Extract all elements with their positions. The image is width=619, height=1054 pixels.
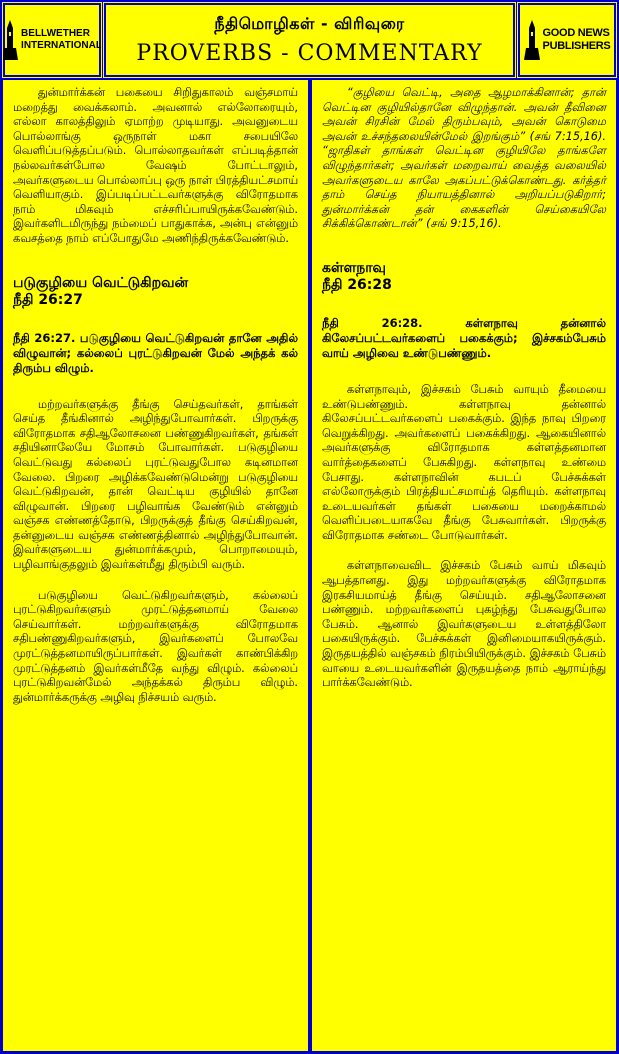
logo-right-line1: GOOD NEWS (542, 27, 610, 39)
title-box (104, 3, 515, 77)
section-heading (322, 260, 606, 294)
paragraph: கள்ளநாவைவிட இச்சகம் பேசும் வாய் மிகவும் ஆபத்தானது. இது மற்றவர்களுக்கு விரோதமாக இரகசியமாய்த் தீங்கு செய்யும். சதிஆலோசனை பண்ணும். மற்றவர்களைப் புகழ்ந்து பேசுவதுபோல பேசும். ஆனால் இவர்களுடைய உள்ளத்திலோ பகையிருக்கும். பேச்சுக்கள் இனிமையாகயிருக்கும். இருதயத்தில் வஞ்சகம் நிரம்பியிருக்கும். இச்சகம் பேசும் வாயை உடையவர்களின் இருதயத்தை நாம் ஆராய்ந்து பார்க்கவேண்டும். (322, 559, 606, 690)
logo-left-line1: BELLWETHER (21, 28, 90, 39)
logo-left-line2: INTERNATIONAL (21, 40, 102, 51)
tower-icon (2, 20, 18, 60)
right-column (312, 80, 616, 1051)
verse-text: நீதி 26:28. கள்ளநாவு தன்னால் கிலேசப்பட்டவர்களைப் பகைக்கும்; இச்சகம்பேசும் வாய் அழிவை உண்டுபண்ணும். (322, 315, 606, 360)
heading-reference: நீதி 26:28 (322, 276, 392, 293)
paragraph: கள்ளநாவும், இச்சகம் பேசும் வாயும் தீமையை உண்டுபண்ணும். கள்ளநாவு தன்னால் கிலேசப்பட்டவர்களைப் பகைக்கும். இந்த நாவு பிறரை வெறுக்கிறது. அவர்களைப் பகைக்கிறது. ஆகையினால் அவர்களுக்கு விரோதமாக கள்ளத்தனமான வார்த்தைகளைப் பேசுகிறது. கள்ளநாவு உண்மை பேசாது. கள்ளநாவின் கபடப் பேச்சுக்கள் எல்லோருக்கும் பிரத்தியட்சமாய்த் தெரியும். கள்ளநாவு உடையவர்கள் தங்கள் பகையை மறைக்காமல் வெளிப்படையாகவே தீங்கு பேசுவார்கள். பிறருக்கு விரோதமாக சண்டை போடுவார்கள். (322, 382, 606, 542)
heading-title: கள்ளநாவு (322, 259, 386, 276)
title-english: PROVERBS - COMMENTARY (136, 41, 483, 66)
logo-right-line2: PUBLISHERS (542, 40, 611, 52)
bellwether-logo (3, 3, 101, 77)
title-tamil: நீதிமொழிகள் - விரிவுரை (214, 14, 405, 33)
heading-reference: நீதி 26:27 (13, 291, 83, 308)
paragraph: துன்மார்க்கன் பகையை சிறிதுகாலம் வஞ்சமாய் மறைத்து வைக்கலாம். அவனால் எல்லோரையும், எல்லா காலத்திலும் ஏமாற்ற முடியாது. அவனுடைய பொல்லாங்கு ஒருநாள் மகா சபையிலே வெளிப்படுத்தப்படும். பொல்லாதவர்கள் எப்படித்தான் நல்லவர்கள்போல வேஷம் போட்டாலும், அவர்களுடைய பொல்லாப்பு ஒரு நாள் பிரத்தியட்சமாய் வெளியாகும். இப்படிப்பட்டவர்களுக்கு விரோதமாக நாம் மிகவும் எச்சரிப்பாயிருக்கவேண்டும். இவர்களிடமிருந்து நம்மைப் பாதுகாக்க, அன்பு என்னும் கவசத்தை நாம் எப்போதுமே அணிந்திருக்கவேண்டும். (13, 86, 299, 245)
tower-icon (524, 20, 540, 60)
page-header (3, 3, 616, 77)
paragraph: மற்றவர்களுக்கு தீங்கு செய்தவர்கள், தாங்கள் செய்த தீங்கினால் அழிந்துபோவார்கள். பிறருக்கு விரோதமாக சதிஆலோசனை பண்ணுகிறவர்கள், தங்கள் சதியினாலேயே மோசம் போவார்கள். படுகுழியை வெட்டுவது கல்லைப் புரட்டுவதுபோல கடினமான வேலை. பிறரை அழிக்கவேண்டுமென்று படுகுழியை வெட்டுகிறவன், தான் வெட்டிய குழியில் தானே விழுவான். பிறரை பழிவாங்க வேண்டும் என்னும் வஞ்சக எண்ணத்தோடு, பிறருக்குத் தீங்கு செய்கிறவன், தன்னுடைய வஞ்சக எண்ணத்தினால் அழிந்துபோவான். இவர்களுடைய துன்மார்க்கமும், பொறாமையும், பழிவாங்குதலும் இவர்கள்மீது திரும்பி வரும். (13, 397, 298, 572)
paragraph: படுகுழியை வெட்டுகிறவர்களும், கல்லைப் புரட்டுகிறவர்களும் முரட்டுத்தனமாய் வேலை செய்வார்கள். மற்றவர்களுக்கு விரோதமாக சதிபண்ணுகிறவர்களும், இவர்களைப் போலவே முரட்டுத்தனமாயிருப்பார்கள். இவர்கள் காண்பிக்கிற முரட்டுத்தனம் இவர்கள்மீதே வந்து விழும். கல்லைப் புரட்டுகிறவன்மேல் அந்தக்கல் திரும்ப விழும். துன்மார்க்கருக்கு அழிவு நிச்சயம் வரும். (13, 588, 298, 704)
heading-title: படுகுழியை வெட்டுகிறவன் (13, 274, 189, 291)
verse-text: நீதி 26:27. படுகுழியை வெட்டுகிறவன் தானே அதில் விழுவான்; கல்லைப் புரட்டுகிறவன் மேல் அந்தக் கல் திரும்ப விழும். (13, 330, 298, 375)
left-column (3, 80, 308, 1051)
scripture-quote: “குழியை வெட்டி, அதை ஆழமாக்கினான்; தான் வெட்டின குழியில்தானே விழுந்தான். அவன் தீவினை அவன் சிரசின் மேல் திரும்பவும், அவன் கொடுமை அவன் உச்சந்தலையின்மேல் இறங்கும்” (சங் 7:15,16). “ஜாதிகள் தாங்கள் வெட்டின குழியிலே தாங்களே விழுந்தார்கள்; அவர்கள் மறைவாய் வைத்த வலையில் அவர்களுடைய காலே அகப்பட்டுக்கொண்டது. கர்த்தர் தாம் செய்த நியாயத்தினால் அறியப்படுகிறார்; துன்மார்க்கன் தன் கைகளின் செய்கையிலே சிக்கிக்கொண்டான்” (சங் 9:15,16). (322, 86, 606, 231)
good-news-logo (518, 3, 616, 77)
section-heading (13, 275, 298, 309)
